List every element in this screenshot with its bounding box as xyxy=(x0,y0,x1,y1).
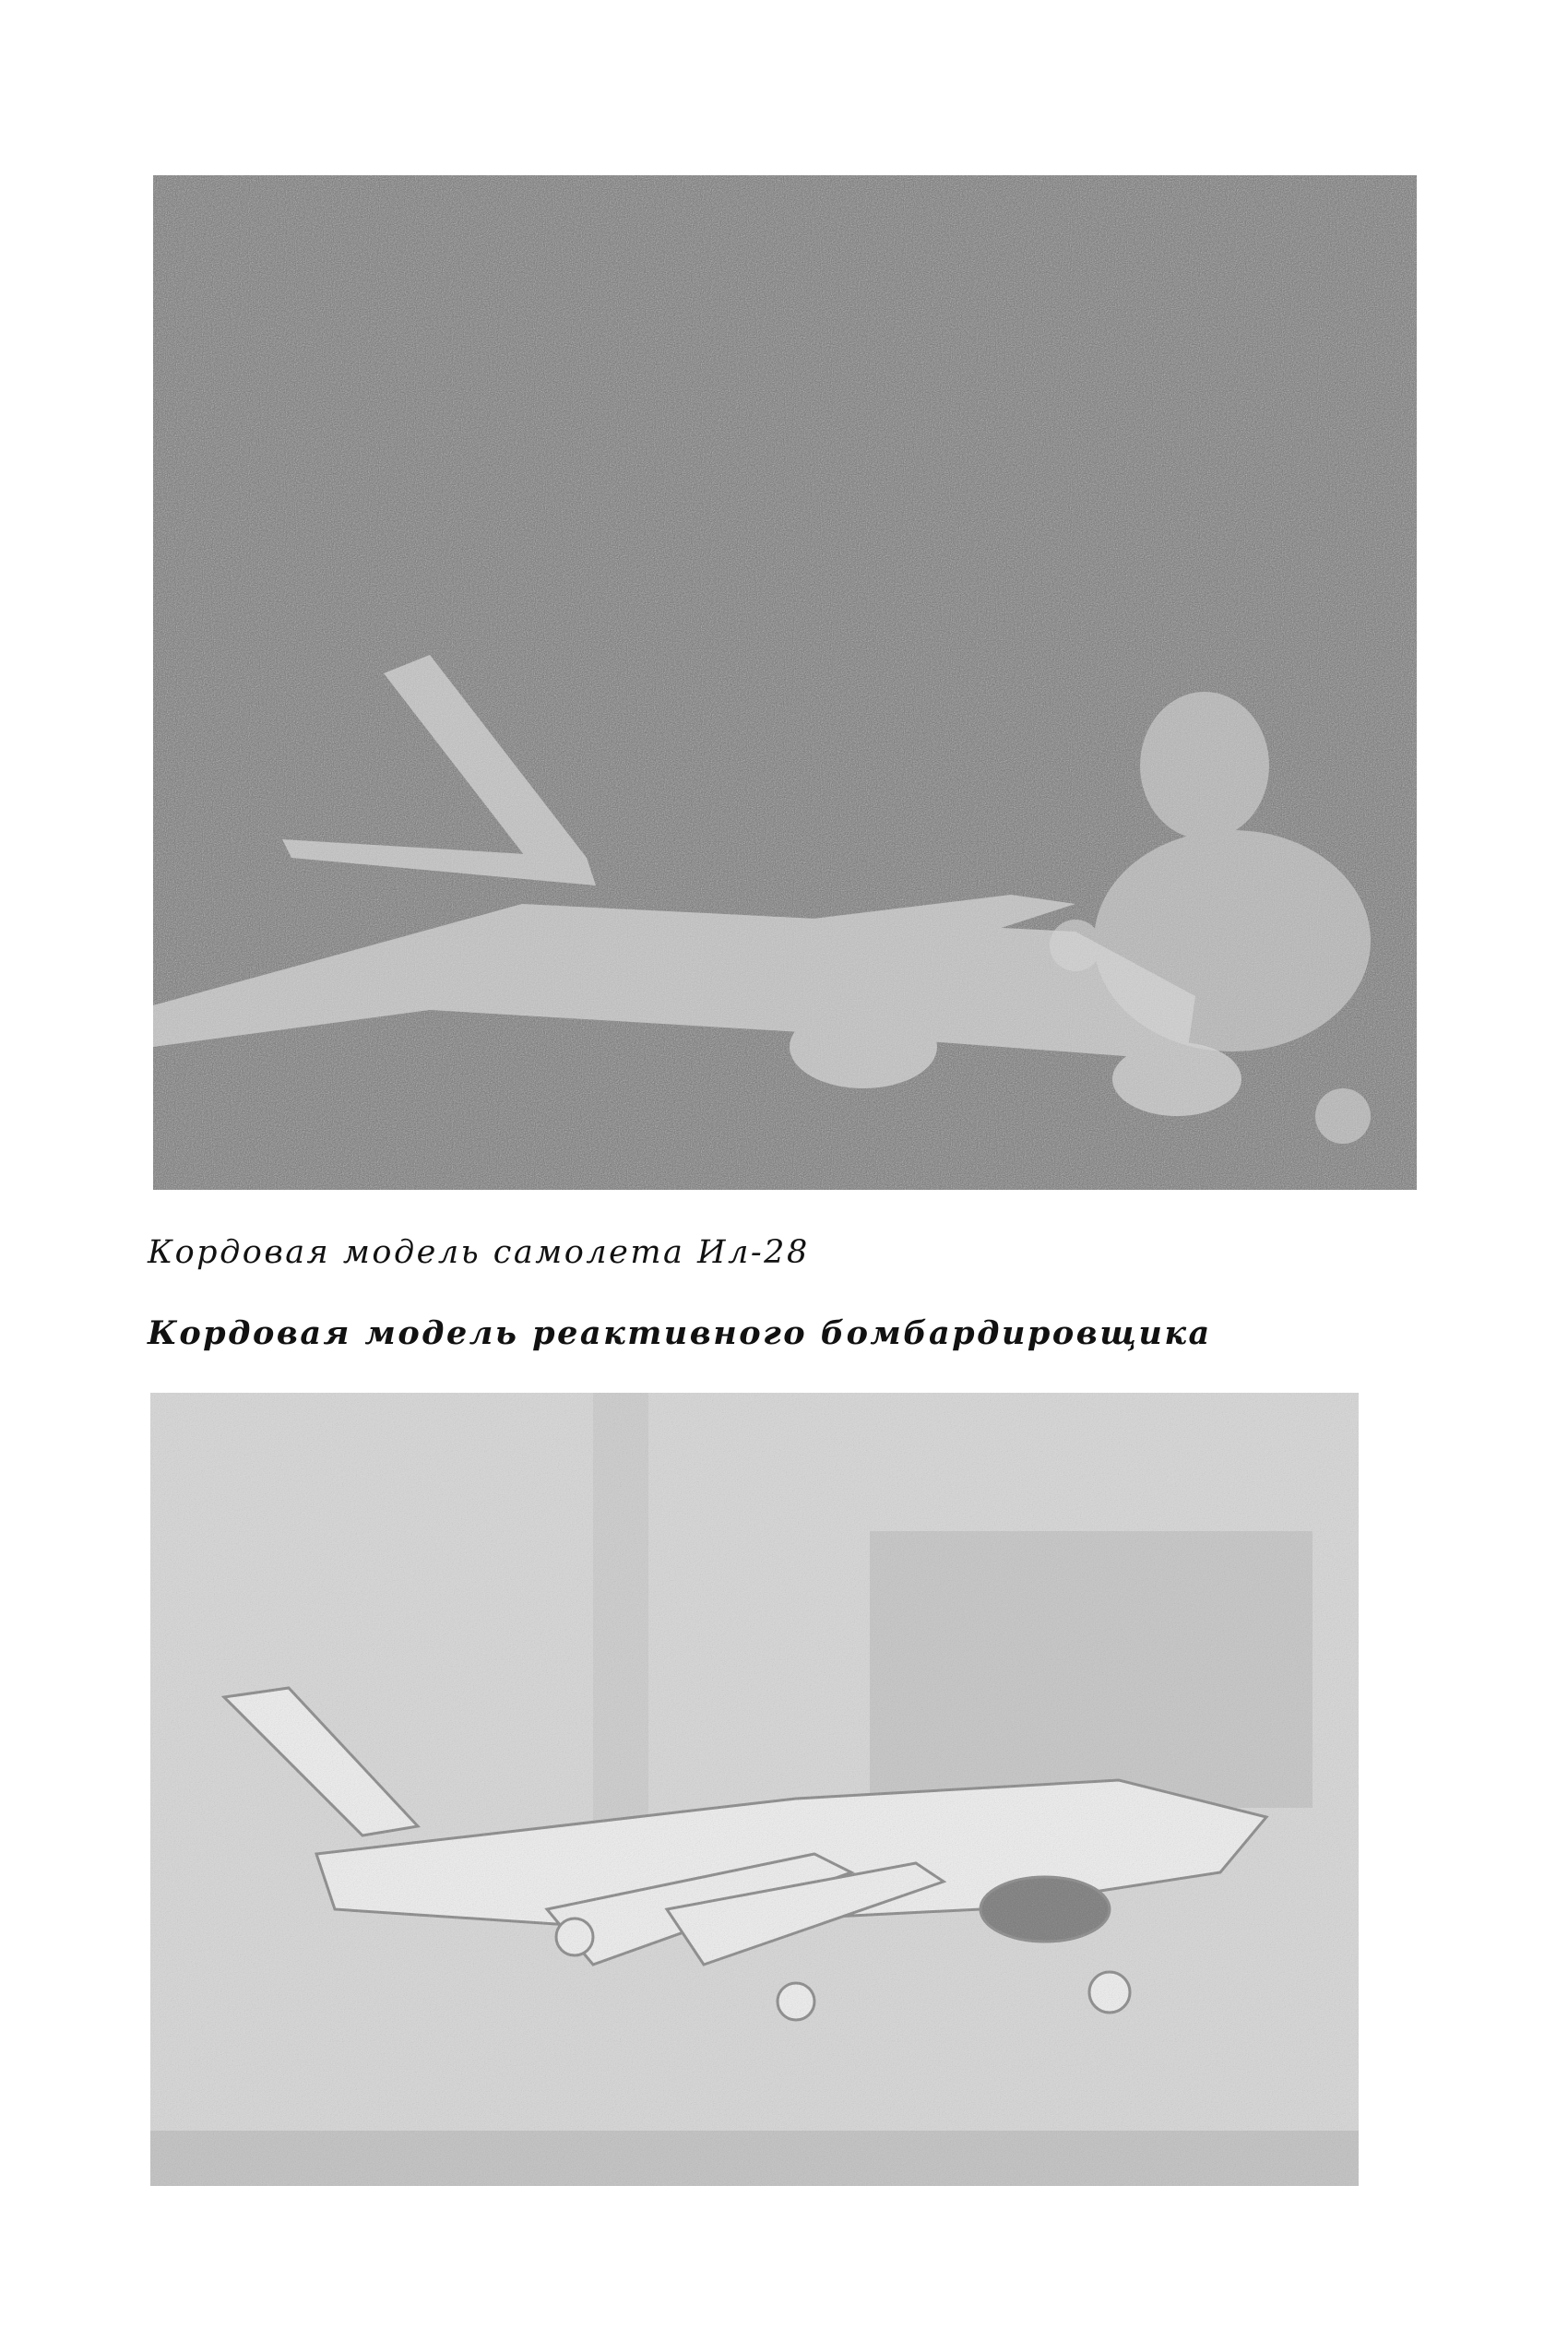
caption-il28-model: Кордовая модель самолета Ил-28 xyxy=(148,1234,810,1271)
jet-bomber-model-photo xyxy=(150,1393,1359,2186)
caption-jet-bomber-model: Кордовая модель реактивного бомбардировщика xyxy=(148,1314,1212,1352)
il28-model-photo xyxy=(153,175,1417,1190)
